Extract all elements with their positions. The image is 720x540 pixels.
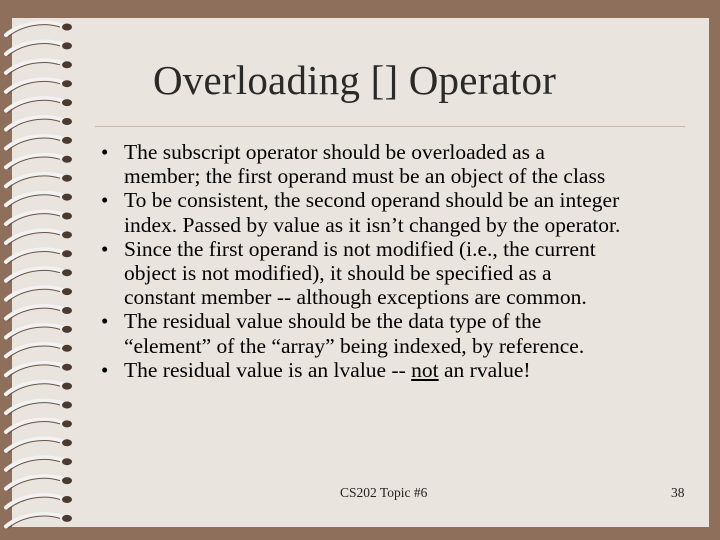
bullet-line: The residual value should be the data type of the: [124, 309, 542, 334]
footer-label: CS202 Topic #6: [340, 485, 428, 500]
slide-title: Overloading [] Operator: [153, 57, 557, 103]
binding-hole: [62, 496, 72, 503]
binding-ring: [6, 23, 62, 35]
binding-hole: [62, 231, 72, 238]
binding-ring: [6, 155, 62, 167]
binding-ring: [6, 174, 62, 186]
binding-hole: [62, 307, 72, 314]
binding-hole: [62, 99, 72, 106]
binding-hole: [62, 250, 72, 257]
bullet-marker: •: [101, 236, 109, 261]
binding-ring: [6, 514, 62, 526]
binding-hole: [62, 402, 72, 409]
bullet-list: [100, 140, 690, 382]
binding-hole: [62, 137, 72, 144]
binding-ring: [6, 344, 62, 356]
binding-ring: [6, 268, 62, 280]
bullet-emphasis: not: [411, 357, 439, 382]
bullet-item: [100, 140, 690, 188]
binding-hole: [62, 269, 72, 276]
binding-ring: [6, 42, 62, 54]
binding-hole: [62, 439, 72, 446]
binding-ring: [6, 136, 62, 148]
bullet-line: To be consistent, the second operand should be an integer: [124, 188, 620, 213]
binding-hole: [62, 420, 72, 427]
bullet-line: member; the first operand must be an object of the class: [124, 164, 606, 189]
binding-ring: [6, 306, 62, 318]
binding-ring: [6, 420, 62, 432]
bullet-line: The subscript operator should be overloaded as a: [124, 140, 545, 164]
bullet-marker: •: [101, 188, 109, 213]
bullet-item: [100, 188, 690, 236]
binding-hole: [62, 175, 72, 182]
binding-hole: [62, 42, 72, 49]
binding-hole: [62, 383, 72, 390]
binding-hole: [62, 24, 72, 31]
binding-ring: [6, 249, 62, 261]
binding-ring: [6, 382, 62, 394]
binding-hole: [62, 477, 72, 484]
binding-hole: [62, 213, 72, 220]
binding-ring: [6, 476, 62, 488]
binding-ring: [6, 98, 62, 110]
bullet-item: [100, 237, 690, 310]
title-divider: [95, 126, 685, 127]
binding-hole: [62, 156, 72, 163]
bullet-marker: •: [101, 309, 109, 334]
binding-ring: [6, 231, 62, 243]
binding-ring: [6, 212, 62, 224]
binding-ring: [6, 60, 62, 72]
binding-hole: [62, 458, 72, 465]
bullet-text-post: an rvalue!: [438, 357, 531, 382]
bullet-line: “element” of the “array” being indexed, by reference.: [124, 333, 585, 358]
bullet-line: index. Passed by value as it isn’t changed by the operator.: [124, 212, 621, 237]
bullet-marker: •: [101, 357, 109, 382]
binding-hole: [62, 194, 72, 201]
binding-ring: [6, 325, 62, 337]
bullet-item: [100, 309, 690, 357]
binding-ring: [6, 457, 62, 469]
page-number: 38: [671, 485, 685, 500]
bullet-marker: •: [101, 140, 109, 164]
bullet-line: Since the first operand is not modified (i.e., the current: [124, 236, 596, 261]
binding-hole: [62, 80, 72, 87]
binding-ring: [6, 495, 62, 507]
binding-ring: [6, 193, 62, 205]
binding-ring: [6, 117, 62, 129]
bullet-line: constant member -- although exceptions are common.: [124, 285, 587, 310]
binding-ring: [6, 438, 62, 450]
binding-hole: [62, 118, 72, 125]
bullet-item: [100, 358, 690, 382]
binding-hole: [62, 288, 72, 295]
binding-hole: [62, 326, 72, 333]
binding-hole: [62, 345, 72, 352]
binding-hole: [62, 61, 72, 68]
binding-ring: [6, 287, 62, 299]
binding-hole: [62, 364, 72, 371]
spiral-binding-icon: [0, 0, 95, 540]
binding-ring: [6, 401, 62, 413]
bullet-text-pre: The residual value is an lvalue --: [124, 357, 412, 382]
binding-ring: [6, 79, 62, 91]
bullet-line: object is not modified), it should be specified as a: [124, 261, 552, 286]
binding-hole: [62, 515, 72, 522]
binding-ring: [6, 363, 62, 375]
